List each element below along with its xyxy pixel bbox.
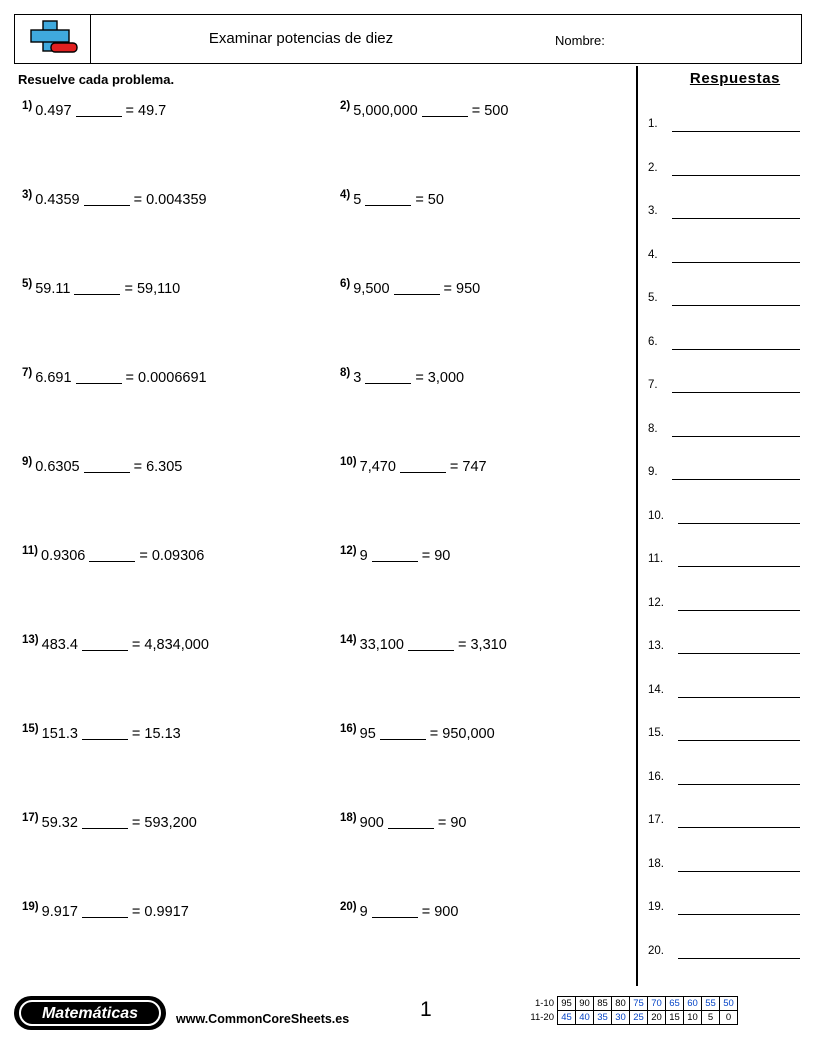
answer-number: 1. (648, 118, 658, 130)
answer-row-10 (648, 510, 808, 554)
problem-left: 95 (359, 725, 376, 742)
problem-17 (22, 812, 197, 831)
answer-blank[interactable] (89, 561, 135, 562)
problem-number: 11) (22, 545, 38, 557)
problem-left: 0.6305 (35, 458, 80, 475)
answer-row-9 (648, 466, 808, 510)
problem-number: 8) (340, 367, 351, 379)
problem-right: = 50 (415, 191, 444, 208)
problem-19 (22, 901, 189, 920)
problem-left: 0.4359 (35, 191, 80, 208)
answer-blank[interactable] (422, 116, 468, 117)
answer-blank[interactable] (82, 739, 128, 740)
problem-number: 12) (340, 545, 357, 557)
problem-number: 17) (22, 812, 39, 824)
problem-2 (340, 100, 508, 119)
score-row-label: 11-20 (530, 1012, 554, 1023)
answer-number: 12. (648, 596, 664, 609)
problem-right: = 90 (421, 547, 451, 564)
answer-blank[interactable] (408, 650, 454, 651)
math-plus-logo-icon (23, 19, 81, 59)
answer-row-17 (648, 814, 808, 858)
problem-right: = 593,200 (131, 814, 197, 831)
problem-right: = 15.13 (131, 725, 181, 742)
answer-number: 7. (648, 379, 658, 391)
problem-left: 3 (353, 369, 362, 386)
problem-11 (22, 545, 204, 564)
problem-right: = 950 (443, 280, 481, 297)
problem-left: 9.917 (41, 903, 78, 920)
problem-right: = 6.305 (133, 458, 183, 475)
answer-row-15 (648, 727, 808, 771)
answer-line[interactable] (672, 174, 800, 176)
problem-right: = 4,834,000 (131, 636, 209, 653)
answer-blank[interactable] (380, 739, 426, 740)
answer-number: 8. (648, 422, 658, 435)
problem-right: = 90 (437, 814, 467, 831)
answer-blank[interactable] (365, 383, 411, 384)
answer-blank[interactable] (76, 383, 122, 384)
answer-line[interactable] (678, 609, 800, 611)
answer-line[interactable] (678, 652, 800, 654)
answer-blank[interactable] (400, 472, 446, 473)
answer-number: 5. (648, 292, 658, 304)
problem-number: 1) (22, 100, 33, 112)
answer-line[interactable] (672, 435, 800, 437)
problem-14 (340, 634, 507, 653)
answer-line[interactable] (678, 783, 800, 785)
answer-number: 3. (648, 205, 658, 217)
brand-logo (14, 996, 166, 1030)
page-number: 1 (420, 998, 432, 1021)
problem-6 (340, 278, 480, 297)
answer-blank[interactable] (394, 294, 440, 295)
score-row-label: 1-10 (534, 998, 554, 1009)
score-cell: 45 (558, 1011, 576, 1025)
answer-number: 20. (648, 944, 664, 957)
problem-right: = 3,000 (415, 369, 465, 386)
answer-line[interactable] (678, 739, 800, 741)
answer-row-5 (648, 292, 808, 336)
problem-left: 483.4 (41, 636, 78, 653)
name-label: Nombre: (555, 33, 605, 48)
score-cell: 55 (702, 997, 720, 1011)
problem-number: 10) (340, 456, 357, 468)
answer-blank[interactable] (74, 294, 120, 295)
problem-list (14, 92, 630, 972)
problem-right: = 950,000 (429, 725, 495, 742)
answer-row-20 (648, 945, 808, 989)
answer-row-1 (648, 118, 808, 162)
problem-13 (22, 634, 209, 653)
problem-number: 16) (340, 723, 357, 735)
answer-blank[interactable] (84, 472, 130, 473)
score-row-2 (528, 1011, 738, 1025)
problem-left: 9 (359, 903, 368, 920)
score-cell: 35 (594, 1011, 612, 1025)
score-cell: 70 (648, 997, 666, 1011)
answer-line[interactable] (672, 304, 800, 306)
problem-7 (22, 367, 207, 386)
problem-left: 33,100 (359, 636, 404, 653)
problem-left: 0.9306 (41, 547, 86, 564)
score-cell: 75 (630, 997, 648, 1011)
problem-left: 59.11 (35, 280, 71, 297)
score-cell: 40 (576, 1011, 594, 1025)
problem-right: = 0.09306 (139, 547, 205, 564)
problem-left: 900 (359, 814, 384, 831)
problem-right: = 59,110 (124, 280, 181, 297)
answer-number: 19. (648, 901, 664, 913)
problem-number: 4) (340, 189, 351, 201)
problem-15 (22, 723, 181, 742)
answer-line[interactable] (672, 217, 800, 219)
problem-number: 15) (22, 723, 39, 735)
score-cell: 25 (630, 1011, 648, 1025)
problem-right: = 0.004359 (133, 191, 207, 208)
problem-left: 9 (359, 547, 368, 564)
problem-number: 14) (340, 634, 357, 646)
problem-left: 9,500 (353, 280, 390, 297)
score-cell: 85 (594, 997, 612, 1011)
score-table (528, 996, 738, 1025)
answer-row-12 (648, 597, 808, 641)
problem-number: 7) (22, 367, 33, 379)
answer-number: 17. (648, 814, 664, 826)
answer-number: 9. (648, 466, 658, 478)
answer-line[interactable] (678, 870, 800, 872)
score-grid (528, 996, 738, 1025)
answer-row-2 (648, 162, 808, 206)
problem-number: 20) (340, 901, 357, 913)
answer-row-16 (648, 771, 808, 815)
problem-right: = 0.0006691 (125, 369, 207, 386)
answer-line[interactable] (678, 913, 800, 915)
problem-number: 2) (340, 100, 351, 112)
score-cell: 50 (720, 997, 738, 1011)
brand-label: Matemáticas (19, 1000, 161, 1026)
score-cell: 60 (684, 997, 702, 1011)
answer-blank[interactable] (372, 917, 418, 918)
answer-row-13 (648, 640, 808, 684)
answer-row-8 (648, 423, 808, 467)
answer-number: 16. (648, 770, 664, 783)
problem-right: = 900 (421, 903, 459, 920)
score-cell: 10 (684, 1011, 702, 1025)
logo-box (15, 15, 91, 63)
problem-right: = 0.9917 (131, 903, 189, 920)
score-cell: 0 (720, 1011, 738, 1025)
problem-right: = 49.7 (125, 102, 167, 119)
score-cell: 95 (558, 997, 576, 1011)
problem-5 (22, 278, 180, 297)
answer-number: 11. (648, 553, 664, 565)
answer-row-11 (648, 553, 808, 597)
problem-4 (340, 189, 444, 208)
problem-1 (22, 100, 166, 119)
answer-line[interactable] (672, 261, 800, 263)
answer-row-14 (648, 684, 808, 728)
score-cell: 15 (666, 1011, 684, 1025)
answer-blank[interactable] (84, 205, 130, 206)
answer-line[interactable] (678, 826, 800, 828)
answer-line[interactable] (672, 478, 800, 480)
problem-10 (340, 456, 487, 475)
answer-blank[interactable] (388, 828, 434, 829)
answer-line[interactable] (672, 348, 800, 350)
problem-left: 5,000,000 (353, 102, 418, 119)
problem-3 (22, 189, 207, 208)
problem-right: = 747 (449, 458, 487, 475)
answer-number: 14. (648, 683, 664, 696)
answer-number: 18. (648, 857, 664, 870)
problem-number: 13) (22, 634, 39, 646)
problem-left: 7,470 (359, 458, 396, 475)
problem-12 (340, 545, 450, 564)
problem-9 (22, 456, 182, 475)
problem-left: 5 (353, 191, 362, 208)
problem-20 (340, 901, 458, 920)
problem-left: 151.3 (41, 725, 78, 742)
problem-number: 19) (22, 901, 39, 913)
problem-number: 5) (22, 278, 33, 290)
answer-row-6 (648, 336, 808, 380)
problem-left: 59.32 (41, 814, 78, 831)
instructions: Resuelve cada problema. (18, 72, 175, 87)
worksheet-header (14, 14, 802, 64)
score-cell: 20 (648, 1011, 666, 1025)
problem-16 (340, 723, 495, 742)
answer-line[interactable] (678, 957, 800, 959)
answer-blank[interactable] (372, 561, 418, 562)
answers-list (648, 118, 808, 988)
answer-number: 10. (648, 509, 664, 522)
problem-number: 18) (340, 812, 357, 824)
problem-left: 6.691 (35, 369, 72, 386)
answer-number: 6. (648, 335, 658, 348)
problem-right: = 3,310 (457, 636, 507, 653)
answer-line[interactable] (672, 391, 800, 393)
problem-left: 0.497 (35, 102, 72, 119)
answers-title: Respuestas (689, 70, 781, 87)
answer-blank[interactable] (76, 116, 122, 117)
answer-number: 13. (648, 640, 664, 652)
answer-row-3 (648, 205, 808, 249)
answer-row-18 (648, 858, 808, 902)
problem-18 (340, 812, 466, 831)
problem-right: = 500 (471, 102, 509, 119)
answer-row-4 (648, 249, 808, 293)
problem-number: 6) (340, 278, 351, 290)
problem-8 (340, 367, 464, 386)
answer-row-7 (648, 379, 808, 423)
answer-row-19 (648, 901, 808, 945)
answer-number: 15. (648, 727, 664, 739)
column-divider (636, 66, 638, 986)
answer-line[interactable] (678, 696, 800, 698)
answer-line[interactable] (678, 565, 800, 567)
score-cell: 90 (576, 997, 594, 1011)
site-url: www.CommonCoreSheets.es (176, 1012, 350, 1026)
answer-number: 2. (648, 161, 658, 174)
answer-line[interactable] (678, 522, 800, 524)
score-cell: 5 (702, 1011, 720, 1025)
score-cell: 65 (666, 997, 684, 1011)
answer-number: 4. (648, 248, 658, 261)
answer-blank[interactable] (365, 205, 411, 206)
answer-line[interactable] (672, 130, 800, 132)
score-cell: 30 (612, 1011, 630, 1025)
problem-number: 3) (22, 189, 33, 201)
problem-number: 9) (22, 456, 33, 468)
page-title: Examinar potencias de diez (208, 30, 394, 47)
score-row-1 (528, 997, 738, 1011)
answer-blank[interactable] (82, 650, 128, 651)
score-cell: 80 (612, 997, 630, 1011)
answer-blank[interactable] (82, 917, 128, 918)
answer-blank[interactable] (82, 828, 128, 829)
